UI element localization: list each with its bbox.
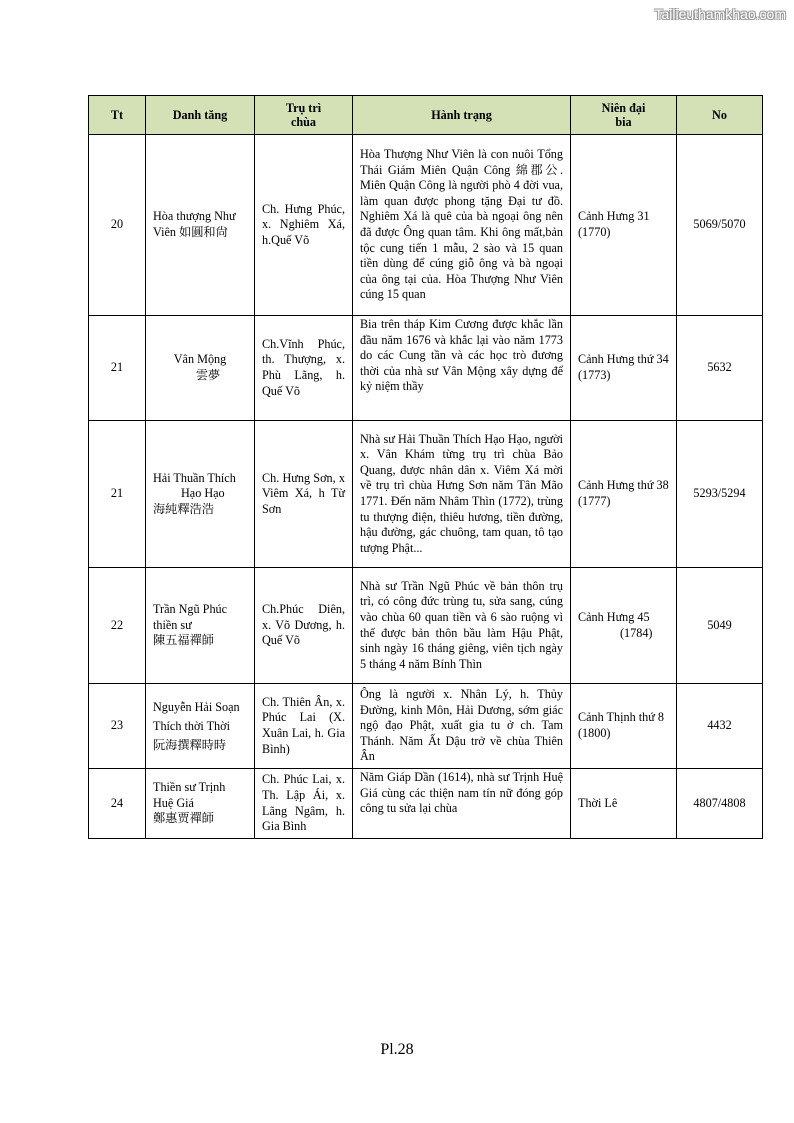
header-tru-tri-line2: chùa: [290, 115, 317, 129]
header-tru-tri: [255, 96, 353, 135]
danh-tang-line: Trần Ngũ Phúc: [153, 602, 228, 617]
watermark: Tailieuthamkhao.com: [654, 6, 786, 22]
cell-no: 5069/5070: [677, 135, 763, 316]
danh-tang-line: Huệ Giá: [153, 795, 194, 810]
danh-tang-line: 鄭惠贾禪師: [153, 811, 214, 826]
cell-hanh-trang: Bia trên tháp Kim Cương được khắc lần đầu năm 1676 và khắc lại vào năm 1773 do các Cung tần và các học trò đương thời của nhà sư Vân Mộng xây dựng để kỷ niệm thầy: [353, 316, 571, 421]
danh-tang-line: 海純釋浩浩: [153, 501, 214, 516]
cell-nien-dai: [571, 568, 677, 684]
cell-chua: Ch. Hưng Phúc, x. Nghiêm Xá, h.Quế Võ: [255, 135, 353, 316]
cell-chua: Ch. Phúc Lai, x. Th. Lập Ái, x. Lãng Ngâm, h. Gia Bình: [255, 769, 353, 839]
cell-danh-tang: [146, 684, 255, 769]
cell-tt: 22: [89, 568, 146, 684]
danh-tang-line: Vân Mộng: [173, 352, 227, 367]
cell-hanh-trang: Hòa Thượng Như Viên là con nuôi Tổng Thái Giám Miên Quận Công 綿郡公. Miên Quận Công là người phò 4 đời vua, làm quan được phong tặng Đại tư đồ. Nghiêm Xá là quê của bà ngoại ông nên đã được Ông quan tâm. Khi ông mất,bản tộc cung tiến 1 mẫu, 2 sào và 15 quan tiền dùng để cúng giỗ ông và bà ngoại của ông tại của. Hòa Thượng Như Viên cúng 15 quan: [353, 135, 571, 316]
cell-nien-dai: Thời Lê: [571, 769, 677, 839]
header-nien-dai-line1: Niên đại: [601, 101, 646, 115]
cell-danh-tang: [146, 135, 255, 316]
cell-danh-tang: [146, 568, 255, 684]
cell-nien-dai: Cảnh Hưng thứ 34 (1773): [571, 316, 677, 421]
cell-chua: Ch. Thiên Ân, x. Phúc Lai (X. Xuân Lai, h. Gia Bình): [255, 684, 353, 769]
cell-hanh-trang: Nhà sư Trần Ngũ Phúc về bản thôn trụ trì, có công đức trùng tu, sửa sang, cúng vào chùa 60 quan tiền và 6 sào ruộng vì thế được bản thôn bầu làm Hậu Phật, sinh ngày 16 tháng giêng, viên tịch ngày 5 tháng 4 năm Bính Thìn: [353, 568, 571, 684]
danh-tang-line: Nguyễn Hải Soạn: [153, 699, 240, 714]
cell-tt: 24: [89, 769, 146, 839]
header-no: No: [677, 96, 763, 135]
table-row: [89, 135, 763, 316]
danh-tang-line: Hòa thượng Như: [153, 209, 236, 224]
cell-chua: Ch. Hưng Sơn, x Viêm Xá, h Từ Sơn: [255, 421, 353, 568]
header-tt: Tt: [89, 96, 146, 135]
cell-tt: 21: [89, 316, 146, 421]
cell-chua: Ch.Phúc Diên, x. Võ Dương, h. Quế Võ: [255, 568, 353, 684]
danh-tang-line: Hạo Hạo: [181, 486, 225, 501]
header-nien-dai-line2: bia: [615, 115, 632, 129]
nien-dai-line: (1784): [620, 625, 653, 640]
danh-tang-line: Viên 如圓和尙: [153, 225, 228, 239]
cell-no: 4432: [677, 684, 763, 769]
danh-tang-line: Hải Thuần Thích: [153, 470, 236, 485]
cell-no: 5049: [677, 568, 763, 684]
danh-tang-line: Thiền sư Trịnh: [153, 780, 226, 795]
danh-tang-line: 陳五福禪師: [153, 633, 214, 648]
danh-tang-line: 雲夢: [195, 368, 221, 382]
table-row: [89, 568, 763, 684]
cell-nien-dai: Cảnh Hưng 31 (1770): [571, 135, 677, 316]
cell-danh-tang: [146, 769, 255, 839]
table-row: [89, 684, 763, 769]
table-row: [89, 316, 763, 421]
page-number: Pl.28: [380, 1041, 414, 1058]
cell-hanh-trang: Năm Giáp Dần (1614), nhà sư Trịnh Huệ Giá cùng các thiện nam tín nữ đóng góp công tu sửa lại chùa: [353, 769, 571, 839]
danh-tang-line: thiền sư: [153, 617, 192, 632]
cell-danh-tang: [146, 421, 255, 568]
table-row: [89, 421, 763, 568]
nien-dai-line: Cảnh Hưng 45: [578, 609, 650, 624]
danh-tang-line: Thích thời Thời: [153, 718, 230, 733]
cell-tt: 21: [89, 421, 146, 568]
table-row: [89, 769, 763, 839]
cell-nien-dai: Cảnh Hưng thứ 38 (1777): [571, 421, 677, 568]
cell-chua: Ch.Vĩnh Phúc, th. Thượng, x. Phù Lãng, h. Quế Võ: [255, 316, 353, 421]
danh-tang-line: 阮海撰釋時時: [153, 737, 227, 752]
header-danh-tang: Danh tăng: [146, 96, 255, 135]
header-hanh-trang: Hành trạng: [353, 96, 571, 135]
cell-nien-dai: Cảnh Thịnh thứ 8 (1800): [571, 684, 677, 769]
cell-hanh-trang: Nhà sư Hải Thuần Thích Hạo Hạo, người x. Vân Khám từng trụ trì chùa Bảo Quang, được nhân dân x. Viêm Xá mời về trụ trì chùa Hưng Sơn năm Tân Mão 1771. Đến năm Nhâm Thìn (1772), trùng tu thượng điện, thiêu hương, tiền đường, hậu đường, gác chuông, tam quan, tô tạo tượng Phật...: [353, 421, 571, 568]
cell-danh-tang: [146, 316, 255, 421]
cell-no: 5293/5294: [677, 421, 763, 568]
monk-table: [88, 95, 763, 839]
cell-hanh-trang: Ông là người x. Nhân Lý, h. Thủy Đường, kinh Môn, Hải Dương, sớm giác ngộ đạo Phật, xuất gia tu ở ch. Tam Thánh. Năm Ất Dậu trở về chùa Thiên Ân: [353, 684, 571, 769]
cell-no: 5632: [677, 316, 763, 421]
header-nien-dai: [571, 96, 677, 135]
cell-no: 4807/4808: [677, 769, 763, 839]
table-header-row: [89, 96, 763, 135]
cell-tt: 23: [89, 684, 146, 769]
cell-tt: 20: [89, 135, 146, 316]
header-tru-tri-line1: Trụ trì: [285, 101, 322, 115]
